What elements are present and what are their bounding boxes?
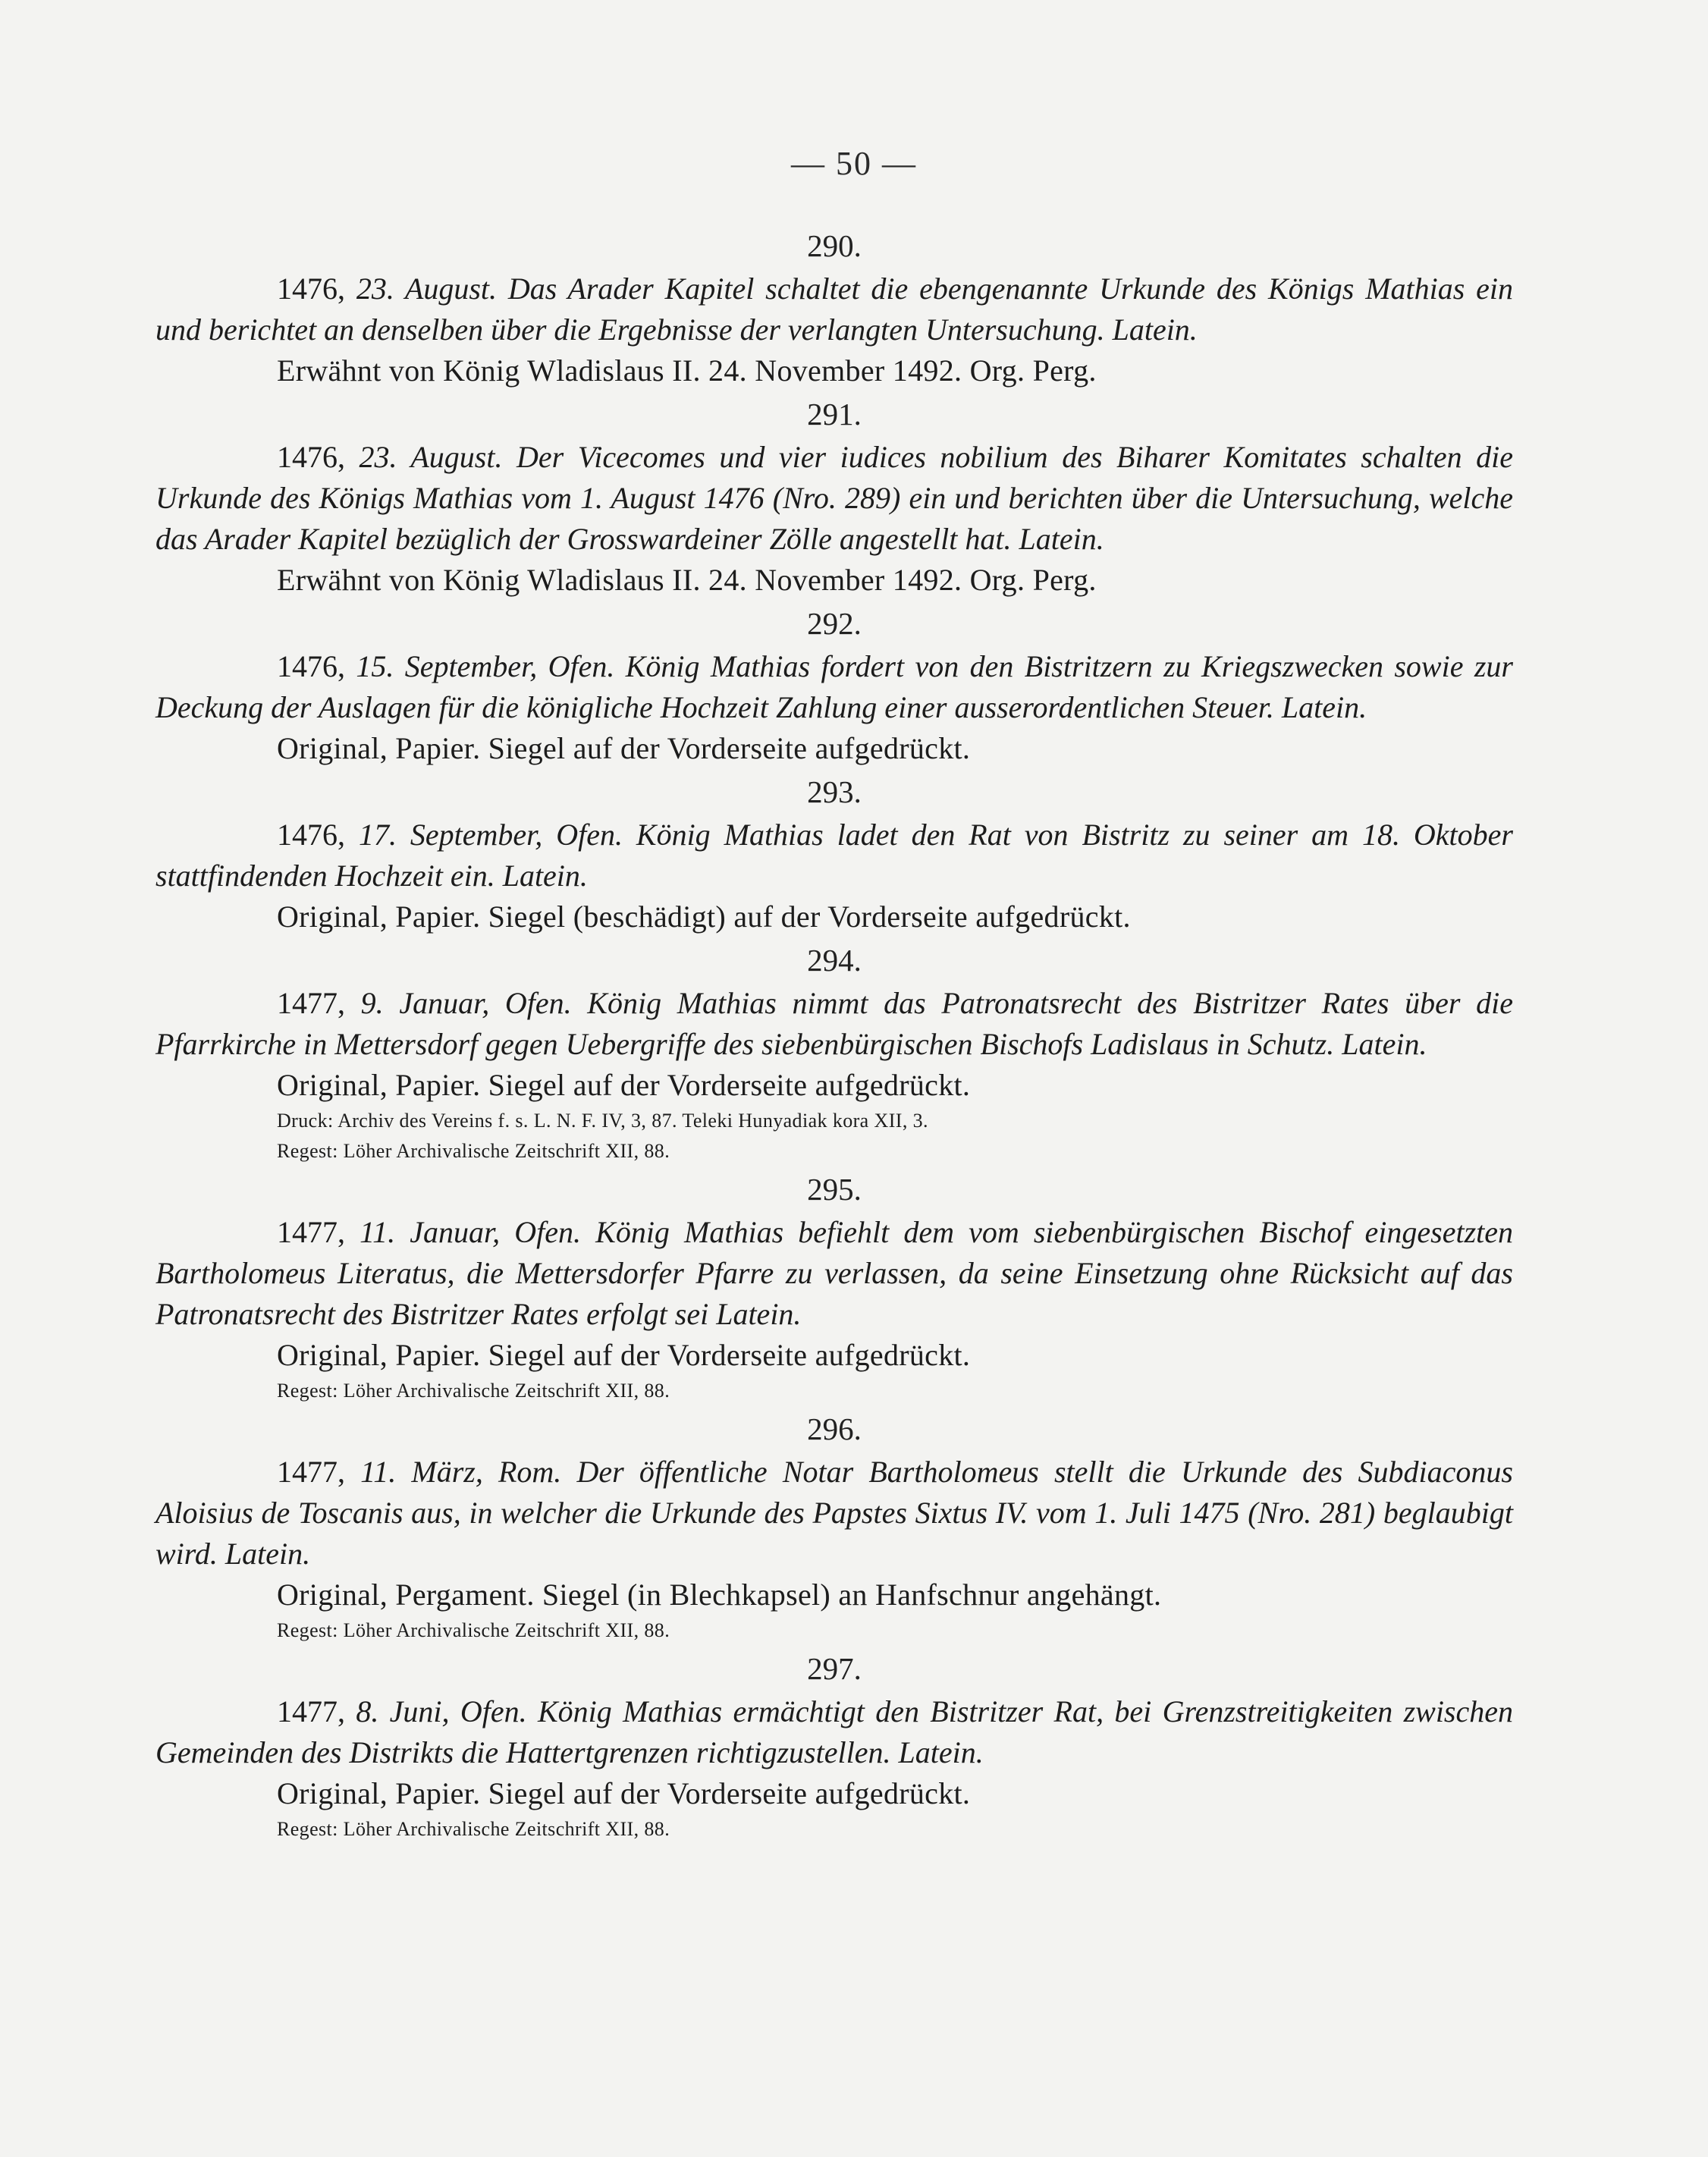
entry-note-regest: Regest: Löher Archivalische Zeitschrift XII, 88.: [277, 1619, 670, 1641]
entry-number: 296.: [807, 1411, 862, 1446]
entry-text: 23. August. Der Vicecomes und vier iudices nobilium des Biharer Komitates schalten die Urkunde des Königs Mathias vom 1. August 1476 (Nro. 289) ein und berichten über die Untersuchung, welche das Arader Kapitel bezüglich der Grosswardeiner Zölle angestellt hat. Latein.: [155, 440, 1514, 556]
entry-source: Erwähnt von König Wladislaus II. 24. November 1492. Org. Perg.: [277, 563, 1097, 597]
entry-text: 8. Juni, Ofen. König Mathias ermächtigt den Bistritzer Rat, bei Grenzstreitigkeiten zwischen Gemeinden des Distrikts die Hattertgrenzen richtigzustellen. Latein.: [155, 1694, 1514, 1769]
entry-291: [155, 391, 1513, 601]
entry-year: 1476,: [277, 649, 345, 683]
entry-297: [155, 1646, 1513, 1845]
entry-source: Original, Papier. Siegel auf der Vorderseite aufgedrückt.: [277, 1776, 971, 1810]
entry-text: 11. Januar, Ofen. König Mathias befiehlt dem vom siebenbürgischen Bischof eingesetzten Bartholomeus Literatus, die Mettersdorfer Pfarre zu verlassen, da seine Einsetzung ohne Rücksicht auf das Patronatsrecht des Bistritzer Rates erfolgt sei Latein.: [155, 1215, 1514, 1331]
entry-number: 292.: [807, 606, 862, 641]
entry-summary: [155, 1212, 1513, 1335]
entries-list: [155, 223, 1513, 1845]
entry-text: 11. März, Rom. Der öffentliche Notar Bartholomeus stellt die Urkunde des Subdiaconus Aloisius de Toscanis aus, in welcher die Urkunde des Papstes Sixtus IV. vom 1. Juli 1475 (Nro. 281) beglaubigt wird. Latein.: [155, 1455, 1513, 1571]
entry-number: 295.: [807, 1172, 862, 1207]
entry-292: [155, 601, 1513, 769]
entry-note-regest: Regest: Löher Archivalische Zeitschrift XII, 88.: [277, 1380, 670, 1402]
entry-number: 294.: [807, 943, 862, 978]
entry-source: Erwähnt von König Wladislaus II. 24. November 1492. Org. Perg.: [277, 353, 1097, 388]
entry-year: 1477,: [277, 1215, 345, 1249]
entry-year: 1476,: [277, 818, 345, 852]
entry-source: Original, Papier. Siegel (beschädigt) auf der Vorderseite aufgedrückt.: [277, 900, 1131, 934]
entry-number: 293.: [807, 774, 862, 809]
entry-year: 1476,: [277, 272, 345, 306]
entry-290: [155, 223, 1513, 391]
entry-source: Original, Papier. Siegel auf der Vorderseite aufgedrückt.: [277, 731, 971, 765]
page-number: — 50 —: [791, 145, 917, 182]
entry-text: 23. August. Das Arader Kapitel schaltet die ebengenannte Urkunde des Königs Mathias ein und berichtet an denselben über die Ergebnisse der verlangten Untersuchung. Latein.: [155, 272, 1513, 347]
entry-296: [155, 1406, 1513, 1646]
entry-summary: [155, 983, 1513, 1065]
entry-year: 1477,: [277, 1694, 345, 1728]
entry-295: [155, 1166, 1513, 1406]
entry-summary: [155, 268, 1513, 350]
entry-number: 297.: [807, 1651, 862, 1686]
entry-summary: [155, 1691, 1513, 1773]
entry-source: Original, Papier. Siegel auf der Vorderseite aufgedrückt.: [277, 1068, 971, 1102]
entry-summary: [155, 646, 1513, 728]
entry-text: 15. September, Ofen. König Mathias fordert von den Bistritzern zu Kriegszwecken sowie zur Deckung der Auslagen für die königliche Hochzeit Zahlung einer ausserordentlichen Steuer. Latein.: [155, 649, 1514, 724]
entry-summary: [155, 437, 1513, 560]
entry-summary: [155, 815, 1513, 896]
entry-note-regest: Regest: Löher Archivalische Zeitschrift XII, 88.: [277, 1818, 670, 1840]
entry-number: 290.: [807, 228, 862, 263]
entry-source: Original, Papier. Siegel auf der Vorderseite aufgedrückt.: [277, 1338, 971, 1372]
entry-note-druck: Druck: Archiv des Vereins f. s. L. N. F. IV, 3, 87. Teleki Hunyadiak kora XII, 3.: [277, 1110, 928, 1132]
entry-note-regest: Regest: Löher Archivalische Zeitschrift XII, 88.: [277, 1140, 670, 1162]
entry-year: 1477,: [277, 986, 345, 1020]
entry-number: 291.: [807, 397, 862, 432]
entry-294: [155, 937, 1513, 1166]
entry-year: 1476,: [277, 440, 345, 474]
entry-year: 1477,: [277, 1455, 345, 1489]
entry-text: 9. Januar, Ofen. König Mathias nimmt das Patronatsrecht des Bistritzer Rates über die Pfarrkirche in Mettersdorf gegen Uebergriffe des siebenbürgischen Bischofs Ladislaus in Schutz. Latein.: [155, 986, 1514, 1061]
entry-summary: [155, 1452, 1513, 1575]
entry-source: Original, Pergament. Siegel (in Blechkapsel) an Hanfschnur angehängt.: [277, 1578, 1162, 1612]
entry-293: [155, 769, 1513, 937]
entry-text: 17. September, Ofen. König Mathias ladet den Rat von Bistritz zu seiner am 18. Oktober stattfindenden Hochzeit ein. Latein.: [155, 818, 1513, 893]
